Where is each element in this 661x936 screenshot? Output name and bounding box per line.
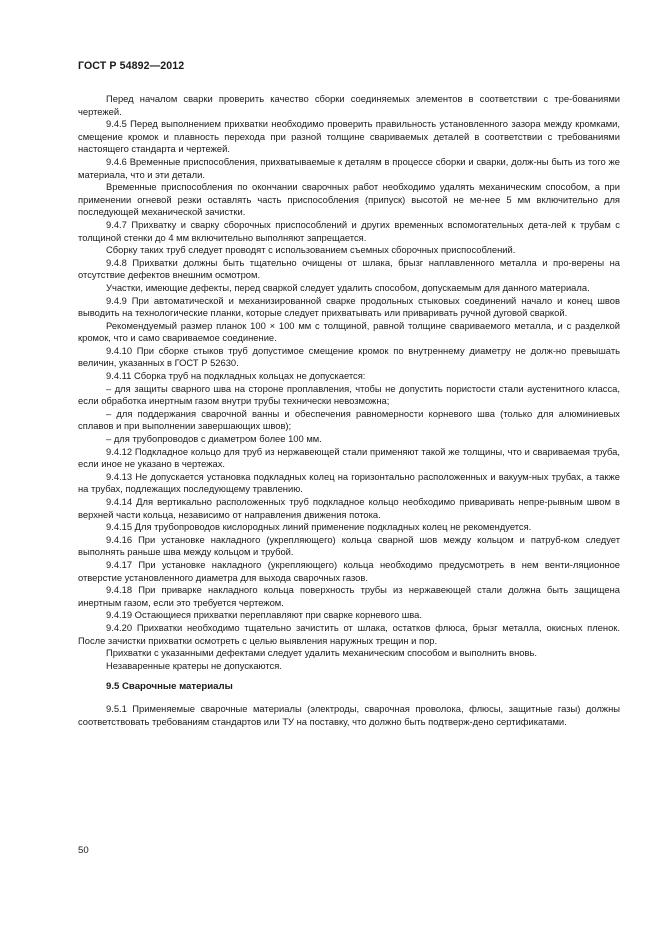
- paragraph: 9.4.5 Перед выполнением прихватки необходимо проверить правильность установленного зазора между кромками, смещение кромок и плавность перехода при разной толщине свариваемых деталей в соответствии с требованиями настоящего стандарта и чертежей.: [78, 118, 620, 155]
- paragraph: Временные приспособления по окончании сварочных работ необходимо удалять механическим способом, а при применении огневой резки оставлять часть приспособления (припуск) высотой не ме-нее 5 мм включительно для последующей механической зачистки.: [78, 181, 620, 218]
- section-title: 9.5 Сварочные материалы: [106, 681, 233, 693]
- paragraph: 9.4.10 При сборке стыков труб допустимое смещение кромок по внутреннему диаметру не долж-но превышать величин, указанных в ГОСТ Р 52630.: [78, 344, 620, 369]
- paragraph: 9.4.7 Прихватку и сварку сборочных приспособлений и других временных вспомогательных дета-лей к трубам с толщиной стенки до 4 мм включительно выполняют запрещается.: [78, 218, 620, 243]
- paragraph: Сборку таких труб следует проводят с использованием съемных сборочных приспособлений.: [106, 244, 516, 256]
- paragraph: 9.4.19 Остающиеся прихватки переплавляют при сварке корневого шва.: [106, 609, 422, 621]
- paragraph: 9.4.12 Подкладное кольцо для труб из нержавеющей стали применяют такой же толщины, что и свариваемая труба, если иное не указано в чертежах.: [78, 445, 620, 470]
- paragraph: 9.4.17 При установке накладного (укрепляющего) кольца необходимо предусмотреть в нем венти-ляционное отверстие установленного диаметра для выхода сварочных газов.: [78, 558, 620, 583]
- paragraph: 9.4.20 Прихватки необходимо тщательно зачистить от шлака, остатков флюса, брызг металла, окисных пленок. После зачистки прихватки осмотреть с целью выявления наружных трещин и пор.: [78, 621, 620, 646]
- paragraph: 9.4.11 Сборка труб на подкладных кольцах не допускается:: [106, 370, 366, 382]
- paragraph: 9.4.16 При установке накладного (укрепляющего) кольца сварной шов между кольцом и патруб-ком следует выполнять раньше шва между кольцом и трубой.: [78, 533, 620, 558]
- paragraph: Участки, имеющие дефекты, перед сваркой следует удалить способом, допускаемым для данного материала.: [106, 281, 590, 293]
- paragraph: 9.4.14 Для вертикально расположенных труб подкладное кольцо необходимо приваривать непре-рывным швом в верхней части кольца, независимо от направления движения потока.: [78, 496, 620, 520]
- paragraph: Перед началом сварки проверить качество сборки соединяемых элементов в соответствии с тре-бованиями чертежей.: [78, 93, 620, 117]
- list-item: – для защиты сварного шва на стороне проплавления, чтобы не допустить пористости стали аустенитного класса, если обработка инертным газом внутри трубы технически невозможна;: [78, 382, 620, 407]
- paragraph: 9.4.18 При приварке накладного кольца поверхность трубы из нержавеющей стали должна быть защищена инертным газом, если это требуется чертежом.: [78, 584, 620, 608]
- document-body: [78, 93, 620, 728]
- paragraph: 9.4.6 Временные приспособления, прихватываемые к деталям в процессе сборки и сварки, долж-ны быть из того же материала, что и эти детали.: [78, 155, 620, 180]
- document-header: ГОСТ Р 54892—2012: [78, 60, 185, 72]
- paragraph: Незаваренные кратеры не допускаются.: [106, 659, 282, 671]
- paragraph: Рекомендуемый размер планок 100 × 100 мм с толщиной, равной толщине свариваемого металла, и с разделкой кромок, что и само свариваемое соединение.: [78, 319, 620, 344]
- paragraph: 9.4.13 Не допускается установка подкладных колец на горизонтально расположенных и вакуум-ных трубах, а также на трубах, подлежащих последующему травлению.: [78, 470, 620, 495]
- paragraph: Прихватки с указанными дефектами следует удалить механическим способом и выполнить вновь.: [106, 647, 537, 659]
- paragraph: 9.4.9 При автоматической и механизированной сварке продольных стыковых соединений начало и конец швов выводить на технологические планки, которые следует прихватывать или приваривать ручной дуговой сваркой.: [78, 294, 620, 319]
- list-item: – для поддержания сварочной ванны и обеспечения равномерности корневого шва (только для алюминиевых сплавов и при выполнении завершающих швов);: [78, 407, 620, 432]
- paragraph: 9.5.1 Применяемые сварочные материалы (электроды, сварочная проволока, флюсы, защитные газы) должны соответствовать требованиям стандартов или ТУ на поставку, что должно быть подтверж-дено сертификатами.: [78, 702, 620, 727]
- paragraph: 9.4.15 Для трубопроводов кислородных линий применение подкладных колец не рекомендуется.: [106, 521, 532, 533]
- paragraph: 9.4.8 Прихватки должны быть тщательно очищены от шлака, брызг наплавленного металла и про-верены на отсутствие дефектов внешним осмотром.: [78, 256, 620, 281]
- list-item: – для трубопроводов с диаметром более 100 мм.: [106, 433, 322, 445]
- page-number: 50: [78, 845, 89, 856]
